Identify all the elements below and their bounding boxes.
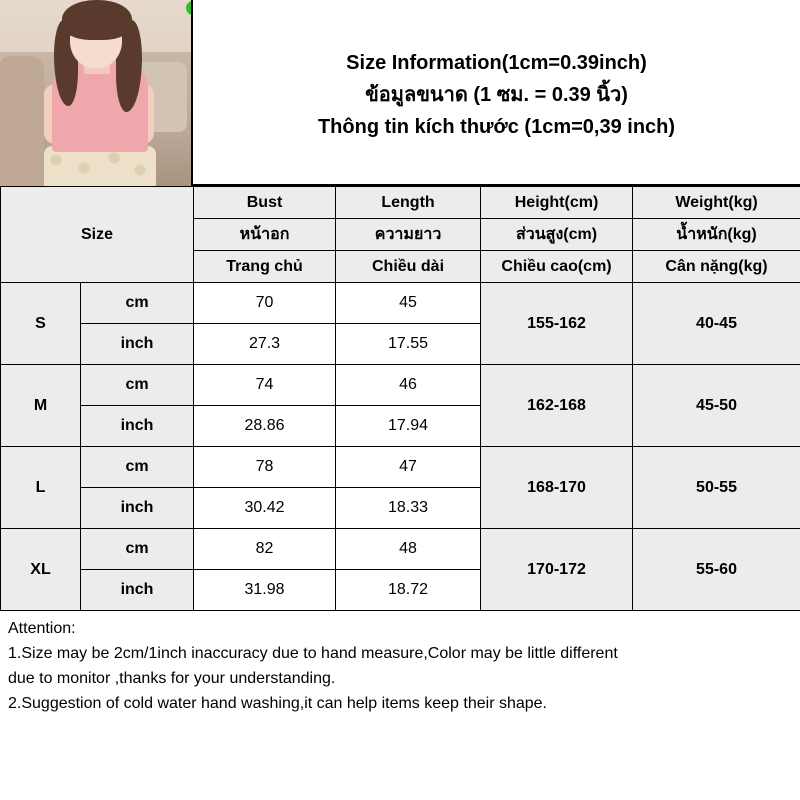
title-block <box>193 0 800 184</box>
length-cm-xl: 48 <box>336 529 481 570</box>
table-row <box>1 283 800 324</box>
attention-heading: Attention: <box>8 620 76 637</box>
size-value-l: L <box>1 447 81 529</box>
photo-couch-arm <box>0 56 44 186</box>
col-weight-en: Weight(kg) <box>633 187 800 219</box>
table-row <box>1 529 800 570</box>
col-length-th: ความยาว <box>336 219 481 251</box>
col-height-vi: Chiều cao(cm) <box>481 251 633 283</box>
length-cm-s: 45 <box>336 283 481 324</box>
unit-inch-s: inch <box>81 324 194 365</box>
size-value-xl: XL <box>1 529 81 611</box>
bust-cm-m: 74 <box>194 365 336 406</box>
weight-s: 40-45 <box>633 283 800 365</box>
table-header-row-en <box>1 187 800 219</box>
bust-inch-xl: 31.98 <box>194 570 336 611</box>
attention-line-1: 1.Size may be 2cm/1inch inaccuracy due to hand measure,Color may be little different <box>8 645 618 662</box>
photo-skirt-pattern <box>44 150 156 186</box>
attention-section <box>0 611 800 715</box>
bust-inch-m: 28.86 <box>194 406 336 447</box>
unit-cm-s: cm <box>81 283 194 324</box>
attention-line-3: 2.Suggestion of cold water hand washing,it can help items keep their shape. <box>8 695 547 712</box>
photo-hair-top <box>62 0 132 40</box>
bust-inch-l: 30.42 <box>194 488 336 529</box>
height-l: 168-170 <box>481 447 633 529</box>
weight-m: 45-50 <box>633 365 800 447</box>
size-value-m: M <box>1 365 81 447</box>
height-m: 162-168 <box>481 365 633 447</box>
bust-cm-s: 70 <box>194 283 336 324</box>
product-photo <box>0 0 193 186</box>
col-bust-th: หน้าอก <box>194 219 336 251</box>
col-weight-vi: Cân nặng(kg) <box>633 251 800 283</box>
table-row <box>1 365 800 406</box>
bust-cm-l: 78 <box>194 447 336 488</box>
col-height-en: Height(cm) <box>481 187 633 219</box>
unit-cm-l: cm <box>81 447 194 488</box>
length-inch-s: 17.55 <box>336 324 481 365</box>
col-length-en: Length <box>336 187 481 219</box>
unit-inch-xl: inch <box>81 570 194 611</box>
length-inch-l: 18.33 <box>336 488 481 529</box>
table-row <box>1 447 800 488</box>
length-cm-m: 46 <box>336 365 481 406</box>
length-inch-m: 17.94 <box>336 406 481 447</box>
weight-xl: 55-60 <box>633 529 800 611</box>
unit-inch-l: inch <box>81 488 194 529</box>
size-header-cell: Size <box>1 187 194 283</box>
status-dot-icon <box>186 1 193 15</box>
size-table <box>0 186 800 611</box>
unit-cm-xl: cm <box>81 529 194 570</box>
col-height-th: ส่วนสูง(cm) <box>481 219 633 251</box>
size-value-s: S <box>1 283 81 365</box>
col-bust-en: Bust <box>194 187 336 219</box>
attention-line-2: due to monitor ,thanks for your understanding. <box>8 670 336 687</box>
col-weight-th: น้ำหนัก(kg) <box>633 219 800 251</box>
header-area <box>0 0 800 186</box>
title-line-th: ข้อมูลขนาด (1 ซม. = 0.39 นิ้ว) <box>365 84 628 106</box>
col-length-vi: Chiều dài <box>336 251 481 283</box>
weight-l: 50-55 <box>633 447 800 529</box>
height-s: 155-162 <box>481 283 633 365</box>
unit-cm-m: cm <box>81 365 194 406</box>
bust-cm-xl: 82 <box>194 529 336 570</box>
unit-inch-m: inch <box>81 406 194 447</box>
length-inch-xl: 18.72 <box>336 570 481 611</box>
title-line-en: Size Information(1cm=0.39inch) <box>346 52 647 74</box>
length-cm-l: 47 <box>336 447 481 488</box>
title-line-vi: Thông tin kích thước (1cm=0,39 inch) <box>317 116 676 138</box>
height-xl: 170-172 <box>481 529 633 611</box>
bust-inch-s: 27.3 <box>194 324 336 365</box>
col-bust-vi: Trang chủ <box>194 251 336 283</box>
